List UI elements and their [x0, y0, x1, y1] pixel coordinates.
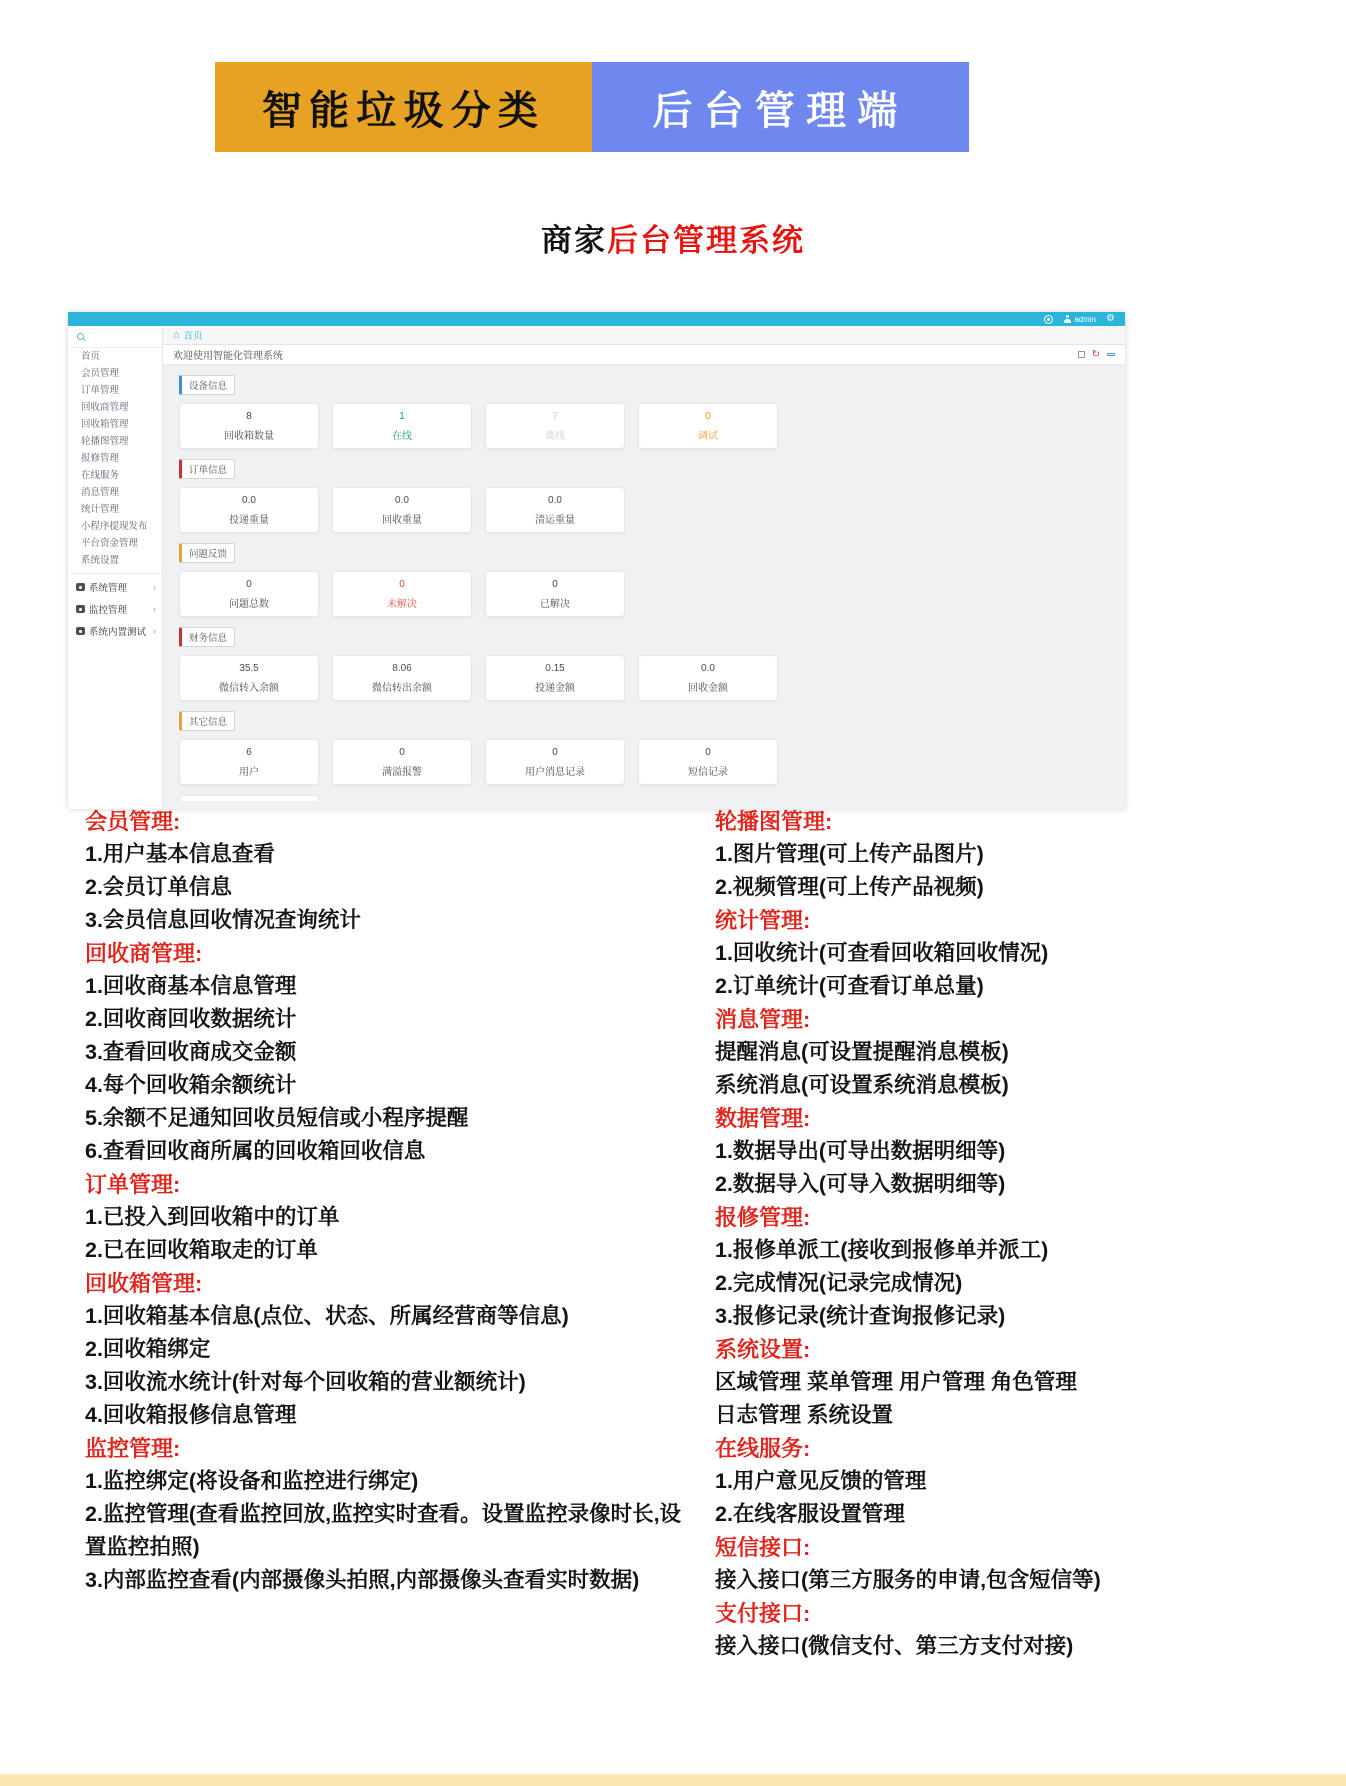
stat-value: 0 [246, 578, 252, 590]
dashboard-content [163, 326, 1125, 809]
feature-line: 1.监控绑定(将设备和监控进行绑定) [85, 1469, 419, 1493]
feature-line: 接入接口(微信支付、第三方支付对接) [715, 1634, 1074, 1658]
user-icon [1063, 315, 1071, 323]
feature-heading: 消息管理: [715, 1007, 811, 1032]
sidebar-item[interactable]: 回收箱管理 [81, 419, 129, 430]
stat-value: 35.5 [239, 662, 259, 674]
stat-label: 满溢报警 [382, 766, 422, 778]
dashboard-body [68, 326, 1125, 809]
stat-value: 0.15 [545, 662, 565, 674]
stat-value: 0 [705, 746, 711, 758]
sidebar-menu [68, 348, 162, 569]
feature-line: 1.回收商基本信息管理 [85, 974, 297, 998]
feature-heading: 回收箱管理: [85, 1271, 203, 1296]
sidebar-item[interactable]: 系统设置 [81, 555, 120, 566]
sidebar-item[interactable]: 轮播图管理 [81, 436, 129, 447]
stat-value: 0.0 [701, 662, 715, 674]
sidebar-item[interactable]: 消息管理 [81, 487, 120, 498]
home-icon: ⌂ [173, 328, 180, 341]
stat-card-row [179, 403, 1109, 449]
feature-line: 系统消息(可设置系统消息模板) [715, 1073, 1009, 1097]
features-left [85, 805, 685, 1597]
stat-label: 在线 [392, 430, 412, 442]
stat-label: 用户消息记录 [525, 766, 585, 778]
stat-label: 回收重量 [382, 514, 422, 526]
section-tag: 其它信息 [179, 711, 235, 731]
feature-line: 2.监控管理(查看监控回放,监控实时查看。设置监控录像时长,设置监控拍照) [85, 1502, 682, 1559]
stat-value: 8.06 [392, 662, 412, 674]
stat-card-row [179, 487, 1109, 533]
feature-heading: 统计管理: [715, 908, 811, 933]
stat-card [332, 487, 472, 533]
sidebar-modules [68, 573, 162, 642]
feature-line: 1.用户意见反馈的管理 [715, 1469, 927, 1493]
stat-value: 8 [246, 410, 252, 422]
feature-line: 1.数据导出(可导出数据明细等) [715, 1139, 1006, 1163]
gear-icon[interactable]: ⚙ [1106, 313, 1115, 324]
section-tag: 财务信息 [179, 627, 235, 647]
chevron-right-icon: › [153, 582, 156, 592]
stat-label: 用户 [239, 766, 259, 778]
sidebar-module-label: 监控管理 [89, 605, 128, 616]
window-controls [1078, 350, 1115, 359]
breadcrumb-home[interactable]: 首页 [183, 331, 203, 342]
sidebar-item[interactable]: 平台资金管理 [81, 538, 139, 549]
feature-line: 3.报修记录(统计查询报修记录) [715, 1304, 1006, 1328]
stat-card [179, 655, 319, 701]
sidebar-module-label: 系统管理 [89, 583, 128, 594]
feature-line: 2.订单统计(可查看订单总量) [715, 974, 984, 998]
feature-line: 3.内部监控查看(内部摄像头拍照,内部摄像头查看实时数据) [85, 1568, 640, 1592]
sidebar-item[interactable]: 会员管理 [81, 368, 120, 379]
sidebar-module-item[interactable] [68, 620, 162, 642]
page-title-prefix: 商家 [541, 223, 607, 258]
stat-card [332, 739, 472, 785]
module-icon [76, 627, 85, 635]
sidebar-item[interactable]: 在线服务 [81, 470, 120, 481]
sidebar-item[interactable]: 订单管理 [81, 385, 120, 396]
section-tag: 订单信息 [179, 459, 235, 479]
stat-value: 0 [552, 746, 558, 758]
stat-value: 1 [399, 410, 405, 422]
feature-heading: 轮播图管理: [715, 809, 833, 834]
feature-line: 2.回收商回收数据统计 [85, 1007, 297, 1031]
sidebar-item[interactable]: 回收商管理 [81, 402, 129, 413]
feature-line: 1.图片管理(可上传产品图片) [715, 842, 984, 866]
feature-heading: 回收商管理: [85, 941, 203, 966]
feature-line: 2.已在回收箱取走的订单 [85, 1238, 318, 1262]
feature-line: 2.会员订单信息 [85, 875, 232, 899]
expand-icon[interactable] [1078, 351, 1085, 358]
stat-value: 0 [399, 578, 405, 590]
feature-heading: 报修管理: [715, 1205, 811, 1230]
stat-label: 未解决 [387, 598, 417, 610]
feature-line: 接入接口(第三方服务的申请,包含短信等) [715, 1568, 1101, 1592]
dashboard-sections [163, 365, 1125, 809]
feature-heading: 支付接口: [715, 1601, 811, 1626]
stat-label: 已解决 [540, 598, 570, 610]
page-title-highlight: 后台管理系统 [607, 223, 805, 258]
feature-line: 3.回收流水统计(针对每个回收箱的营业额统计) [85, 1370, 526, 1394]
banner-right-text: 后台管理端 [652, 88, 909, 133]
dashboard-topbar [68, 312, 1125, 326]
stat-label: 微信转入余额 [219, 682, 279, 694]
feature-line: 提醒消息(可设置提醒消息模板) [715, 1040, 1009, 1064]
stat-card [638, 655, 778, 701]
stat-card [179, 571, 319, 617]
stat-value: 0.0 [395, 494, 409, 506]
feature-line: 2.完成情况(记录完成情况) [715, 1271, 963, 1295]
stat-card [179, 739, 319, 785]
stat-card [179, 487, 319, 533]
sidebar-module-item[interactable] [68, 598, 162, 620]
feature-line: 5.余额不足通知回收员短信或小程序提醒 [85, 1106, 469, 1130]
stat-card [485, 739, 625, 785]
welcome-bar [163, 345, 1125, 365]
breadcrumb [163, 326, 1125, 345]
features-right [715, 805, 1155, 1663]
banner-right-block [592, 62, 969, 152]
feature-heading: 短信接口: [715, 1535, 811, 1560]
feature-heading: 数据管理: [715, 1106, 811, 1131]
section-tag: 问题反馈 [179, 543, 235, 563]
feature-line: 1.回收箱基本信息(点位、状态、所属经营商等信息) [85, 1304, 569, 1328]
stat-card [332, 571, 472, 617]
feature-line: 2.视频管理(可上传产品视频) [715, 875, 984, 899]
stat-card [485, 571, 625, 617]
stat-label: 短信记录 [688, 766, 728, 778]
stat-card [179, 403, 319, 449]
feature-line: 1.已投入到回收箱中的订单 [85, 1205, 340, 1229]
stat-value: 0 [399, 746, 405, 758]
banner-left-text: 智能垃圾分类 [261, 88, 546, 133]
sidebar-module-label: 系统内置测试 [89, 627, 147, 638]
welcome-text: 欢迎使用智能化管理系统 [173, 351, 283, 362]
stat-card [638, 739, 778, 785]
dashboard-section [179, 543, 1109, 617]
stat-card [332, 655, 472, 701]
feature-line: 6.查看回收商所属的回收箱回收信息 [85, 1139, 426, 1163]
feature-heading: 会员管理: [85, 809, 181, 834]
admin-username: admin [1074, 314, 1097, 324]
module-icon [76, 583, 85, 591]
stat-card-row [179, 571, 1109, 617]
search-icon [77, 333, 84, 340]
stat-card [485, 487, 625, 533]
dashboard-section [179, 459, 1109, 533]
feature-heading: 订单管理: [85, 1172, 181, 1197]
message-icon[interactable] [1044, 315, 1053, 324]
sidebar-item[interactable]: 报修管理 [81, 453, 120, 464]
admin-dashboard [68, 312, 1125, 809]
stat-card [332, 403, 472, 449]
feature-line: 2.回收箱绑定 [85, 1337, 211, 1361]
stat-value: 0 [552, 578, 558, 590]
feature-heading: 在线服务: [715, 1436, 811, 1461]
feature-line: 区域管理 菜单管理 用户管理 角色管理 [715, 1370, 1077, 1394]
feature-line: 1.回收统计(可查看回收箱回收情况) [715, 941, 1049, 965]
sidebar [68, 326, 163, 809]
bottom-strip [0, 1774, 1346, 1786]
stat-value: 0.0 [548, 494, 562, 506]
feature-heading: 系统设置: [715, 1337, 811, 1362]
feature-line: 1.用户基本信息查看 [85, 842, 275, 866]
feature-line: 1.报修单派工(接收到报修单并派工) [715, 1238, 1049, 1262]
stat-label: 回收金额 [688, 682, 728, 694]
banner-left-block [215, 62, 592, 152]
cutoff-card [179, 795, 319, 801]
stat-label: 清运重量 [535, 514, 575, 526]
feature-line: 2.数据导入(可导入数据明细等) [715, 1172, 1006, 1196]
stat-label: 投递重量 [229, 514, 269, 526]
stat-label: 调试 [698, 430, 718, 442]
sidebar-item[interactable]: 统计管理 [81, 504, 120, 515]
refresh-icon[interactable]: ↻ [1091, 349, 1100, 360]
chevron-right-icon: › [153, 604, 156, 614]
feature-line: 3.查看回收商成交金额 [85, 1040, 297, 1064]
stat-value: 6 [246, 746, 252, 758]
stat-card-row [179, 739, 1109, 785]
stat-label: 投递金额 [535, 682, 575, 694]
dashboard-section [179, 711, 1109, 785]
chevron-right-icon: › [153, 626, 156, 636]
feature-line: 3.会员信息回收情况查询统计 [85, 908, 361, 932]
stat-card [638, 403, 778, 449]
section-tag: 设备信息 [179, 375, 235, 395]
feature-line: 4.回收箱报修信息管理 [85, 1403, 297, 1427]
stat-value: 0.0 [242, 494, 256, 506]
feature-line: 4.每个回收箱余额统计 [85, 1073, 297, 1097]
stat-label: 微信转出余额 [372, 682, 432, 694]
dashboard-section [179, 375, 1109, 449]
stat-card-row [179, 655, 1109, 701]
sidebar-module-item[interactable] [68, 576, 162, 598]
feature-line: 日志管理 系统设置 [715, 1403, 893, 1427]
top-banner [215, 62, 969, 152]
stat-label: 问题总数 [229, 598, 269, 610]
stat-value: 7 [552, 410, 558, 422]
sidebar-search[interactable] [68, 326, 162, 348]
sidebar-item[interactable]: 首页 [81, 351, 101, 362]
stat-label: 回收箱数量 [224, 430, 274, 442]
minimize-icon[interactable] [1107, 353, 1115, 356]
feature-line: 2.在线客服设置管理 [715, 1502, 905, 1526]
stat-card [485, 655, 625, 701]
stat-label: 离线 [545, 430, 565, 442]
page-title [0, 215, 1346, 260]
stat-value: 0 [705, 410, 711, 422]
module-icon [76, 605, 85, 613]
user-menu[interactable] [1063, 315, 1096, 324]
sidebar-item[interactable]: 小程序提现发布 [81, 521, 148, 532]
dashboard-section [179, 627, 1109, 701]
stat-card [485, 403, 625, 449]
feature-heading: 监控管理: [85, 1436, 181, 1461]
